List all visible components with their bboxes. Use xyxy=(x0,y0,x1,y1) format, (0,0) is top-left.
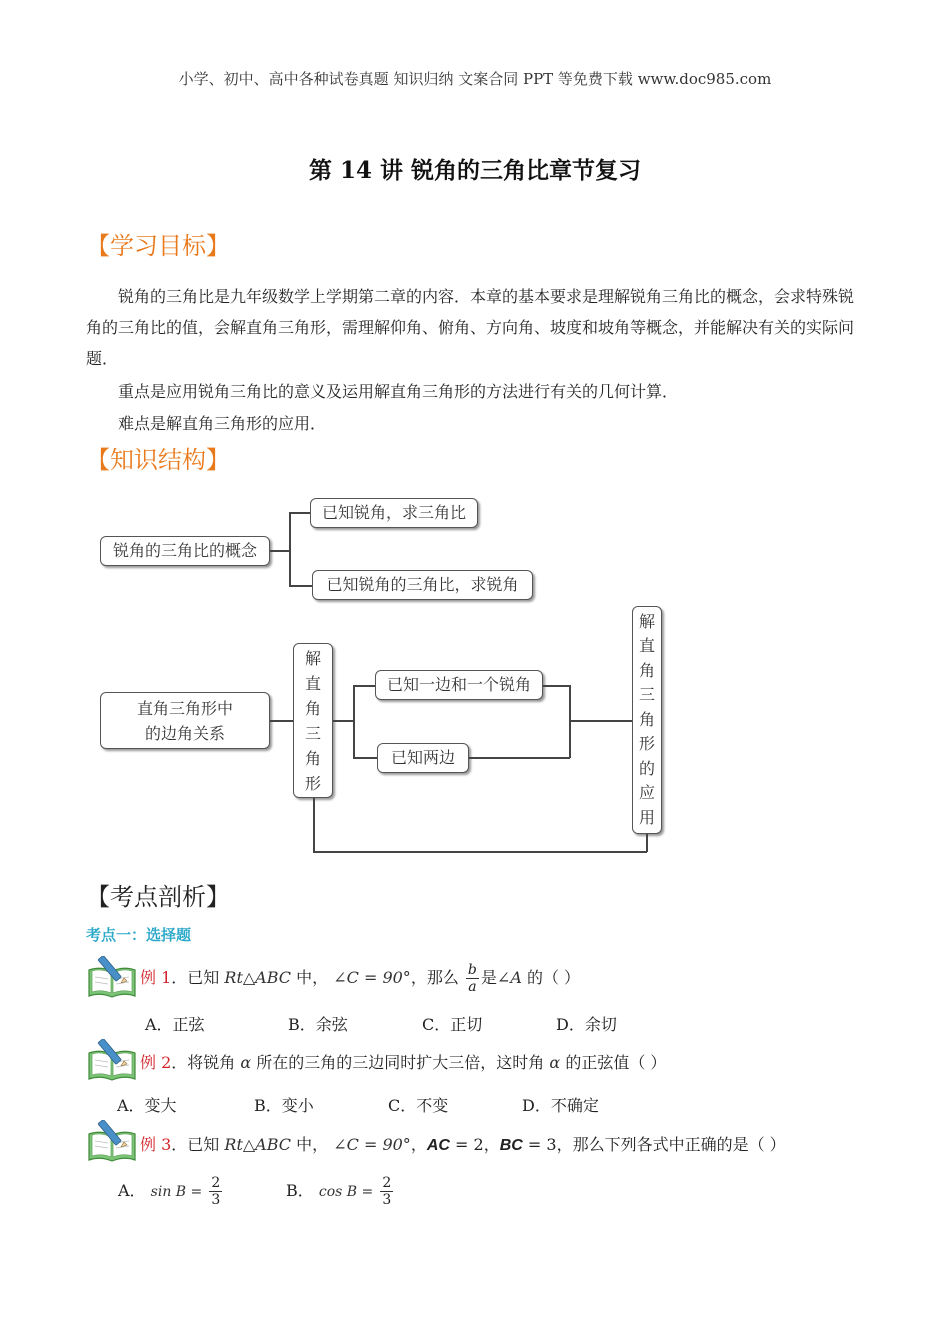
connector xyxy=(646,834,648,852)
connector xyxy=(270,550,290,552)
text: ．已知 xyxy=(171,1135,220,1154)
text: 中， xyxy=(291,1135,329,1154)
option-label: B． xyxy=(286,1181,314,1200)
math-sin-b: sin B = xyxy=(150,1184,203,1200)
fraction-b-over-a xyxy=(466,962,479,995)
box-edge-angle-relation xyxy=(100,692,270,749)
fraction-2-over-3 xyxy=(209,1175,222,1208)
denominator: a xyxy=(468,979,477,995)
box-concept: 锐角的三角比的概念 xyxy=(100,536,270,566)
example-1-label: 例 1 xyxy=(140,968,172,987)
box-two-sides: 已知两边 xyxy=(377,743,469,773)
goals-paragraph-3: 难点是解直角三角形的应用． xyxy=(118,414,327,433)
connector xyxy=(353,685,375,687)
relation-line-2: 的边角关系 xyxy=(144,723,225,743)
denominator: 3 xyxy=(382,1192,392,1208)
vchar: 用 xyxy=(638,807,655,827)
section-goals-heading: 【学习目标】 xyxy=(86,232,230,260)
goals-paragraph-2: 重点是应用锐角三角比的意义及运用解直角三角形的方法进行有关的几何计算． xyxy=(118,382,679,401)
math-bc: BC xyxy=(499,1137,523,1154)
math-condition: ∠C = 90° xyxy=(333,968,411,987)
box-solve-right-triangle xyxy=(293,643,333,798)
section-analysis-heading: 【考点剖析】 xyxy=(86,883,230,911)
text: 所在的三角的三边同时扩大三倍，这时角 xyxy=(256,1053,545,1072)
book-pencil-icon xyxy=(86,1120,138,1164)
example-3-option-a[interactable] xyxy=(118,1172,224,1211)
vchar: 应 xyxy=(638,783,655,803)
math-cos-b: cos B = xyxy=(318,1184,374,1200)
text: 是 xyxy=(480,968,497,987)
fraction-2-over-3 xyxy=(380,1175,393,1208)
vchar: 形 xyxy=(638,734,655,754)
vchar: 角 xyxy=(304,748,321,768)
book-pencil-icon xyxy=(86,956,138,1000)
text: ，那么 xyxy=(410,968,459,987)
example-1-option-c[interactable]: C．正切 xyxy=(422,1015,483,1034)
math-alpha: α xyxy=(240,1053,252,1072)
math-alpha: α xyxy=(549,1053,561,1072)
kaodian-1-heading: 考点一：选择题 xyxy=(86,926,192,944)
vchar: 三 xyxy=(304,723,321,743)
example-3-option-b[interactable] xyxy=(286,1172,395,1211)
example-1-question xyxy=(140,962,580,995)
connector xyxy=(569,685,571,758)
book-pencil-icon xyxy=(86,1039,138,1083)
denominator: 3 xyxy=(211,1192,221,1208)
vchar: 角 xyxy=(638,660,655,680)
example-2-option-a[interactable]: A．变大 xyxy=(117,1096,177,1115)
vchar: 角 xyxy=(638,709,655,729)
vchar: 直 xyxy=(304,673,321,693)
text: 的正弦值（ ） xyxy=(565,1053,667,1072)
example-1-option-a[interactable]: A．正弦 xyxy=(145,1015,205,1034)
vchar: 解 xyxy=(638,611,655,631)
text: ．将锐角 xyxy=(171,1053,236,1072)
connector xyxy=(313,851,647,853)
connector xyxy=(543,685,570,687)
box-side-and-angle: 已知一边和一个锐角 xyxy=(375,670,543,700)
vchar: 形 xyxy=(304,773,321,793)
connector xyxy=(270,720,293,722)
section-structure-heading: 【知识结构】 xyxy=(86,446,230,474)
box-known-angle: 已知锐角，求三角比 xyxy=(310,498,478,528)
connector xyxy=(570,720,632,722)
example-1-option-b[interactable]: B．余弦 xyxy=(288,1015,348,1034)
connector xyxy=(353,757,377,759)
math-angle: ∠A xyxy=(496,968,522,987)
text: 中， xyxy=(291,968,329,987)
example-3-question: 例 3．已知 Rt△ABC 中， ∠C = 90°，AC = 2，BC = 3，那么下列各式中正确的是（ ） xyxy=(140,1135,786,1154)
math-triangle: Rt△ABC xyxy=(224,968,292,987)
vchar: 解 xyxy=(304,648,321,668)
vchar: 角 xyxy=(304,698,321,718)
connector xyxy=(333,720,354,722)
option-label: A． xyxy=(118,1181,146,1200)
connector xyxy=(353,685,355,758)
example-3-label: 例 3 xyxy=(140,1135,172,1154)
vchar: 三 xyxy=(638,685,655,705)
text: 的（ ） xyxy=(526,968,581,987)
example-2-label: 例 2 xyxy=(140,1053,172,1072)
numerator: b xyxy=(467,962,477,978)
math-condition: ∠C = 90° xyxy=(333,1135,411,1154)
page-header: 小学、初中、高中各种试卷真题 知识归纳 文案合同 PPT 等免费下载 www.doc985.com xyxy=(178,70,772,88)
text: = 3，那么下列各式中正确的是（ ） xyxy=(522,1135,786,1154)
numerator: 2 xyxy=(382,1175,392,1191)
text: = 2， xyxy=(449,1135,500,1154)
example-2-option-d[interactable]: D．不确定 xyxy=(522,1096,599,1115)
example-1-option-d[interactable]: D．余切 xyxy=(556,1015,617,1034)
connector xyxy=(313,798,315,852)
math-triangle: Rt△ABC xyxy=(224,1135,292,1154)
connector xyxy=(289,512,291,586)
connector xyxy=(469,757,570,759)
relation-line-1: 直角三角形中 xyxy=(136,698,233,718)
connector xyxy=(289,585,312,587)
math-ac: AC xyxy=(426,1137,450,1154)
example-2-question xyxy=(140,1050,666,1073)
example-2-option-b[interactable]: B．变小 xyxy=(254,1096,314,1115)
example-2-option-c[interactable]: C．不变 xyxy=(388,1096,449,1115)
box-known-ratio: 已知锐角的三角比，求锐角 xyxy=(312,570,533,600)
text: ．已知 xyxy=(171,968,220,987)
vchar: 的 xyxy=(638,758,655,778)
numerator: 2 xyxy=(211,1175,221,1191)
page-title: 第 14 讲 锐角的三角比章节复习 xyxy=(308,157,642,184)
connector xyxy=(289,512,310,514)
vchar: 直 xyxy=(638,636,655,656)
goals-paragraph-1: 锐角的三角比是九年级数学上学期第二章的内容．本章的基本要求是理解锐角三角比的概念，会求特殊锐角的三角比的值，会解直角三角形，需理解仰角、俯角、方向角、坡度和坡角等概念，并能解决有关的实际问题． xyxy=(86,287,855,368)
box-application xyxy=(632,606,662,834)
